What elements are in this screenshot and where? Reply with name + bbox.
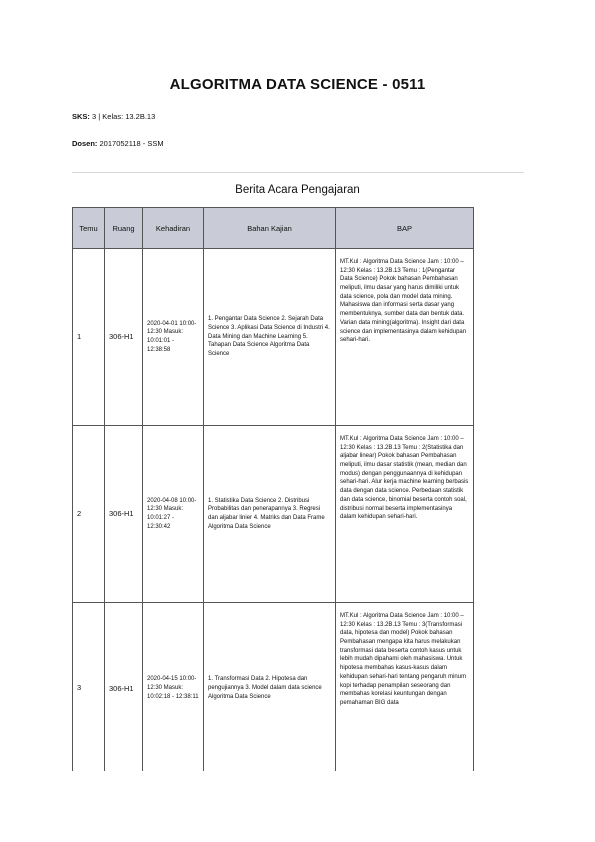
table-row — [73, 603, 474, 775]
header-kehadiran: Kehadiran — [143, 208, 204, 249]
header-bahan-kajian: Bahan Kajian — [204, 208, 336, 249]
cell-bap: MT.Kul : Algoritma Data Science Jam : 10:00 – 12:30 Kelas : 13.2B.13 Temu : 2(Statistika dan aljabar linear) Pokok bahasan Pembahasan meliputi, ilmu dasar statistik (mean, median dan modus) dengan penggunaannya di kehidupan sehari-hari. Alur kerja machine learning berbasis data dengan data science. Perbedaan statistik dan data science, binomial beserta contoh soal, distribusi normal beserta implementasinya dalam kehidupan sehari-hari. — [336, 426, 474, 603]
cell-bap: MT.Kul : Algoritma Data Science Jam : 10:00 – 12:30 Kelas : 13.2B.13 Temu : 3(Transformasi data, hipotesa dan model) Pokok bahasan Pembahasan mengapa kita harus melakukan transformasi data beserta contoh kasus untuk lebih mudah dipahami oleh mahasiswa. Untuk hipotesa membahas kasus-kasus dalam kehidupan sehari-hari tentang pengaruh minum kopi terhadap penampilan seseorang dan membahas korelasi keuntungan dengan pemahaman BIG data — [336, 603, 474, 775]
cell-ruang: 306-H1 — [105, 603, 143, 775]
cell-temu: 2 — [73, 426, 105, 603]
page-bottom-margin — [0, 771, 595, 842]
cell-bap: MT.Kul : Algoritma Data Science Jam : 10:00 – 12:30 Kelas : 13.2B.13 Temu : 1(Pengantar Data Science) Pokok bahasan Pembahasan meliputi, ilmu dasar yang harus dimiliki untuk data science, pola dan model data mining. Mahasiswa dan informasi serta dasar yang membentuknya, sumber data dan bentuk data. Varian data mining(algoritma). Insight dari data science dan implementasinya dalam kehidupan sehari-hari. — [336, 249, 474, 426]
sks-label: SKS: — [72, 112, 90, 121]
table-row — [73, 249, 474, 426]
cell-kehadiran: 2020-04-15 10:00-12:30 Masuk: 10:02:18 - 12:38:11 — [143, 603, 204, 775]
cell-kehadiran: 2020-04-08 10:00-12:30 Masuk: 10:01:27 - 12:30:42 — [143, 426, 204, 603]
cell-temu: 1 — [73, 249, 105, 426]
divider — [72, 172, 524, 173]
header-ruang: Ruang — [105, 208, 143, 249]
teaching-record-table — [72, 207, 474, 775]
header-bap: BAP — [336, 208, 474, 249]
section-title: Berita Acara Pengajaran — [235, 184, 360, 196]
cell-ruang: 306-H1 — [105, 249, 143, 426]
course-title: ALGORITMA DATA SCIENCE - 0511 — [169, 76, 426, 93]
cell-bahan-kajian: 1. Statistika Data Science 2. Distribusi Probabilitas dan penerapannya 3. Regresi dan aljabar linier 4. Matriks dan Data Frame Algoritma Data Science — [204, 426, 336, 603]
cell-bahan-kajian: 1. Transformasi Data 2. Hipotesa dan pengujiannya 3. Model dalam data science Algoritma Data Science — [204, 603, 336, 775]
dosen-value: 2017052118 - SSM — [99, 139, 164, 148]
table-header-row — [73, 208, 474, 249]
table-row — [73, 426, 474, 603]
cell-temu: 3 — [73, 603, 105, 775]
header-temu: Temu — [73, 208, 105, 249]
dosen-label: Dosen: — [72, 139, 98, 148]
cell-bahan-kajian: 1. Pengantar Data Science 2. Sejarah Data Science 3. Aplikasi Data Science di Industri 4. Data Mining dan Machine Learning 5. Tahapan Data Science Algoritma Data Science — [204, 249, 336, 426]
lecturer-meta — [72, 139, 164, 148]
sks-value: 3 | Kelas: 13.2B.13 — [92, 112, 156, 121]
cell-ruang: 306-H1 — [105, 426, 143, 603]
course-meta — [72, 112, 155, 121]
cell-kehadiran: 2020-04-01 10:00-12:30 Masuk: 10:01:01 - 12:38:58 — [143, 249, 204, 426]
